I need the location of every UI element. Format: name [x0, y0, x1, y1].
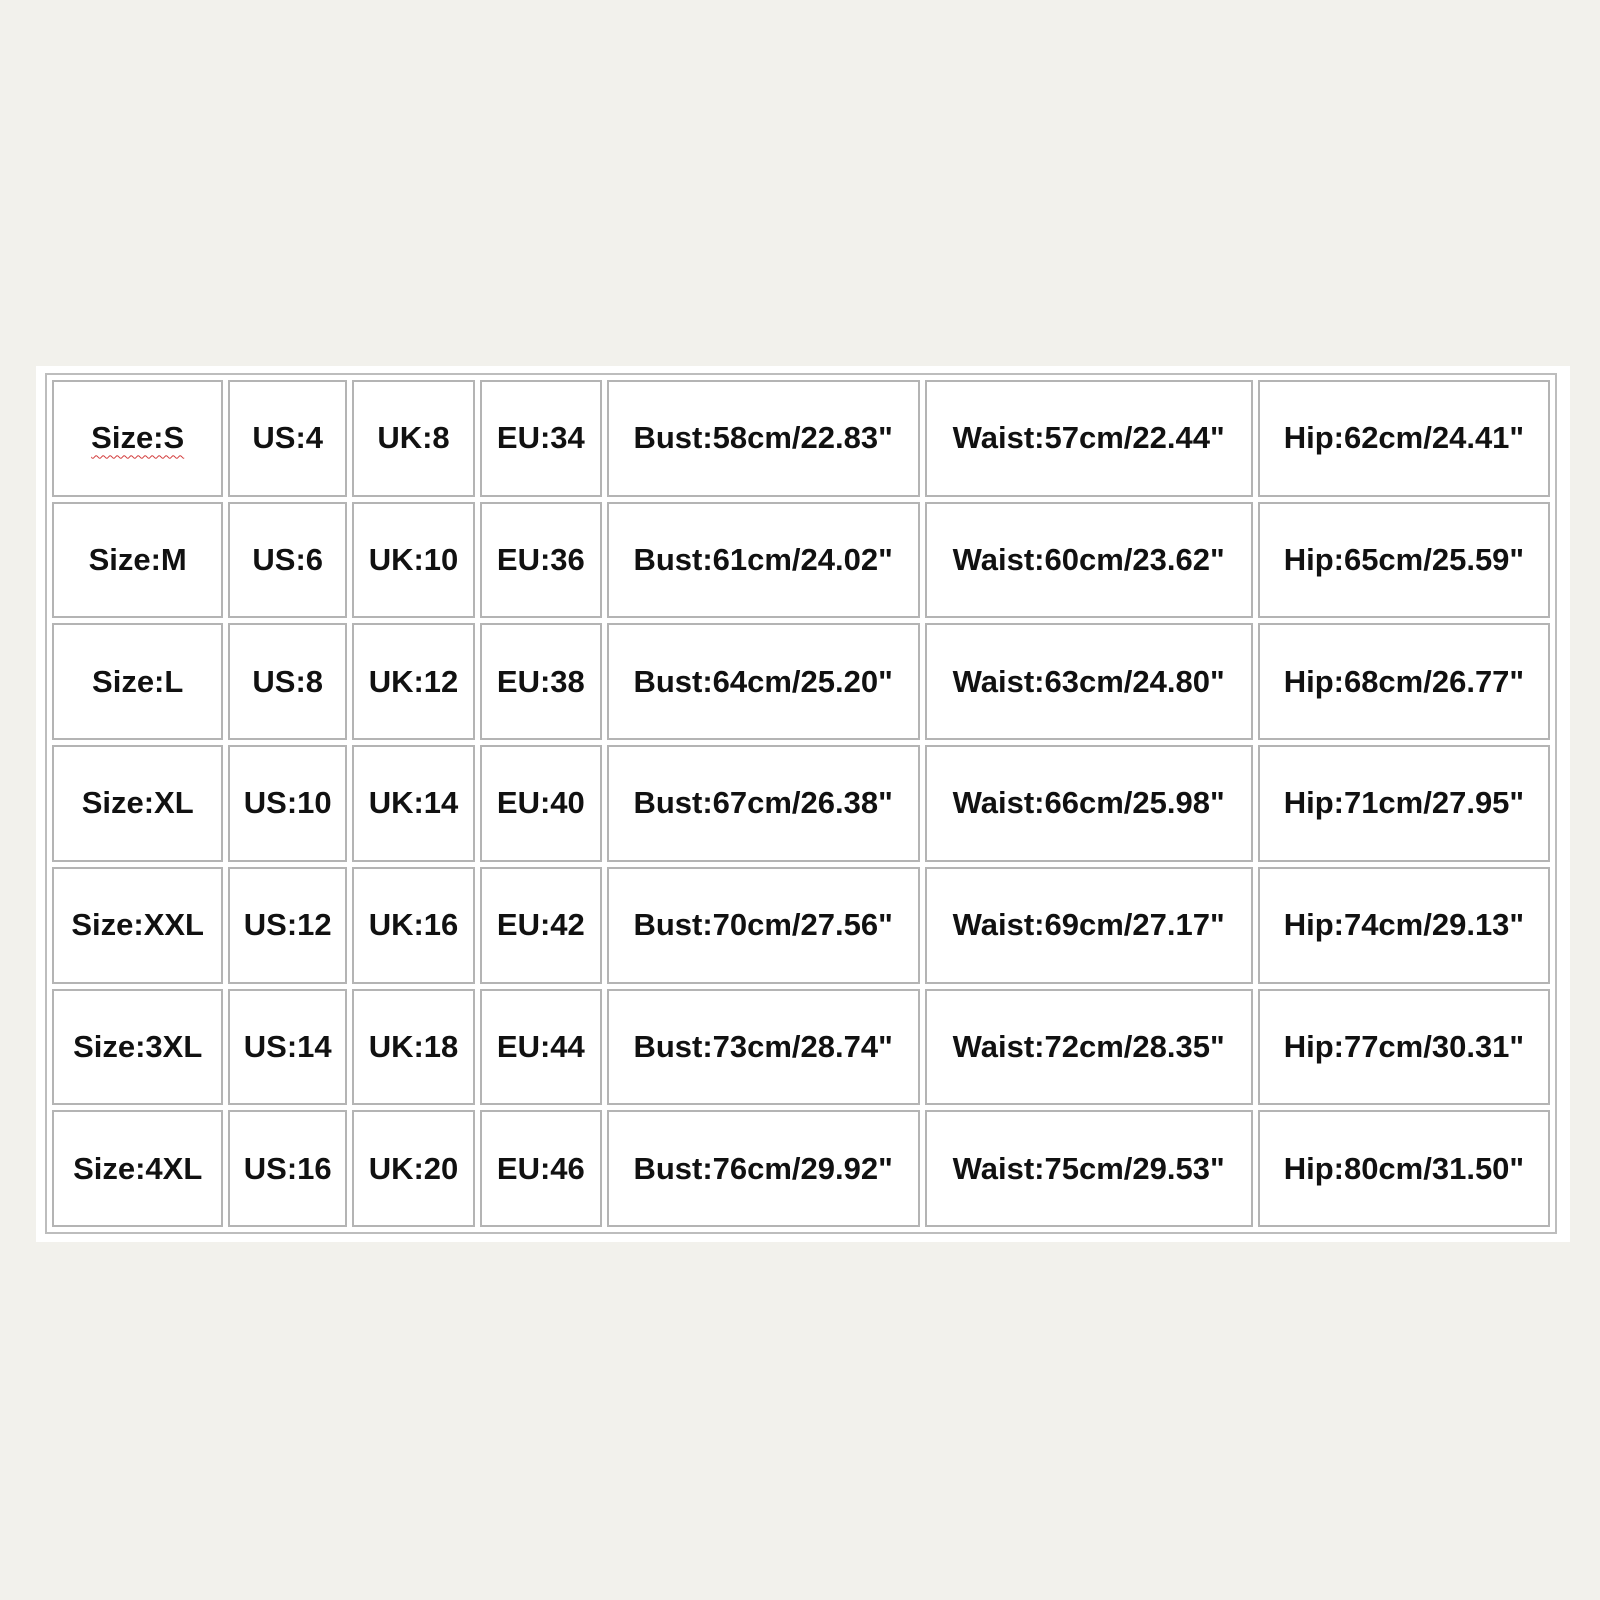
us-size-cell: US:4 — [228, 380, 347, 497]
uk-size-cell: UK:10 — [352, 502, 475, 619]
eu-size-cell: EU:36 — [480, 502, 602, 619]
hip-cell: Hip:71cm/27.95" — [1258, 745, 1550, 862]
size-row-xl — [52, 745, 1550, 862]
bust-cell: Bust:76cm/29.92" — [607, 1110, 920, 1227]
us-size-cell: US:14 — [228, 989, 347, 1106]
size-chart-table — [45, 373, 1557, 1234]
hip-cell: Hip:65cm/25.59" — [1258, 502, 1550, 619]
bust-cell: Bust:64cm/25.20" — [607, 623, 920, 740]
size-label: Size:S — [91, 420, 185, 456]
bust-cell: Bust:61cm/24.02" — [607, 502, 920, 619]
waist-cell: Waist:60cm/23.62" — [925, 502, 1253, 619]
eu-size-cell: EU:46 — [480, 1110, 602, 1227]
size-row-xxl — [52, 867, 1550, 984]
size-chart-frame — [36, 366, 1570, 1242]
uk-size-cell: UK:12 — [352, 623, 475, 740]
us-size-cell: US:16 — [228, 1110, 347, 1227]
uk-size-cell: UK:16 — [352, 867, 475, 984]
eu-size-cell: EU:44 — [480, 989, 602, 1106]
us-size-cell: US:10 — [228, 745, 347, 862]
bust-cell: Bust:67cm/26.38" — [607, 745, 920, 862]
hip-cell: Hip:77cm/30.31" — [1258, 989, 1550, 1106]
waist-cell: Waist:75cm/29.53" — [925, 1110, 1253, 1227]
uk-size-cell: UK:18 — [352, 989, 475, 1106]
bust-cell: Bust:58cm/22.83" — [607, 380, 920, 497]
size-cell: Size:XL — [52, 745, 223, 862]
waist-cell: Waist:72cm/28.35" — [925, 989, 1253, 1106]
size-row-s — [52, 380, 1550, 497]
us-size-cell: US:8 — [228, 623, 347, 740]
hip-cell: Hip:68cm/26.77" — [1258, 623, 1550, 740]
eu-size-cell: EU:40 — [480, 745, 602, 862]
size-cell: Size:L — [52, 623, 223, 740]
hip-cell: Hip:62cm/24.41" — [1258, 380, 1550, 497]
uk-size-cell: UK:14 — [352, 745, 475, 862]
us-size-cell: US:12 — [228, 867, 347, 984]
size-cell: Size:3XL — [52, 989, 223, 1106]
bust-cell: Bust:73cm/28.74" — [607, 989, 920, 1106]
size-row-l — [52, 623, 1550, 740]
waist-cell: Waist:63cm/24.80" — [925, 623, 1253, 740]
size-row-3xl — [52, 989, 1550, 1106]
size-cell — [52, 380, 223, 497]
waist-cell: Waist:57cm/22.44" — [925, 380, 1253, 497]
hip-cell: Hip:74cm/29.13" — [1258, 867, 1550, 984]
eu-size-cell: EU:38 — [480, 623, 602, 740]
bust-cell: Bust:70cm/27.56" — [607, 867, 920, 984]
hip-cell: Hip:80cm/31.50" — [1258, 1110, 1550, 1227]
us-size-cell: US:6 — [228, 502, 347, 619]
eu-size-cell: EU:34 — [480, 380, 602, 497]
waist-cell: Waist:66cm/25.98" — [925, 745, 1253, 862]
eu-size-cell: EU:42 — [480, 867, 602, 984]
waist-cell: Waist:69cm/27.17" — [925, 867, 1253, 984]
size-row-m — [52, 502, 1550, 619]
uk-size-cell: UK:8 — [352, 380, 475, 497]
size-row-4xl — [52, 1110, 1550, 1227]
size-cell: Size:XXL — [52, 867, 223, 984]
uk-size-cell: UK:20 — [352, 1110, 475, 1227]
size-cell: Size:M — [52, 502, 223, 619]
size-cell: Size:4XL — [52, 1110, 223, 1227]
